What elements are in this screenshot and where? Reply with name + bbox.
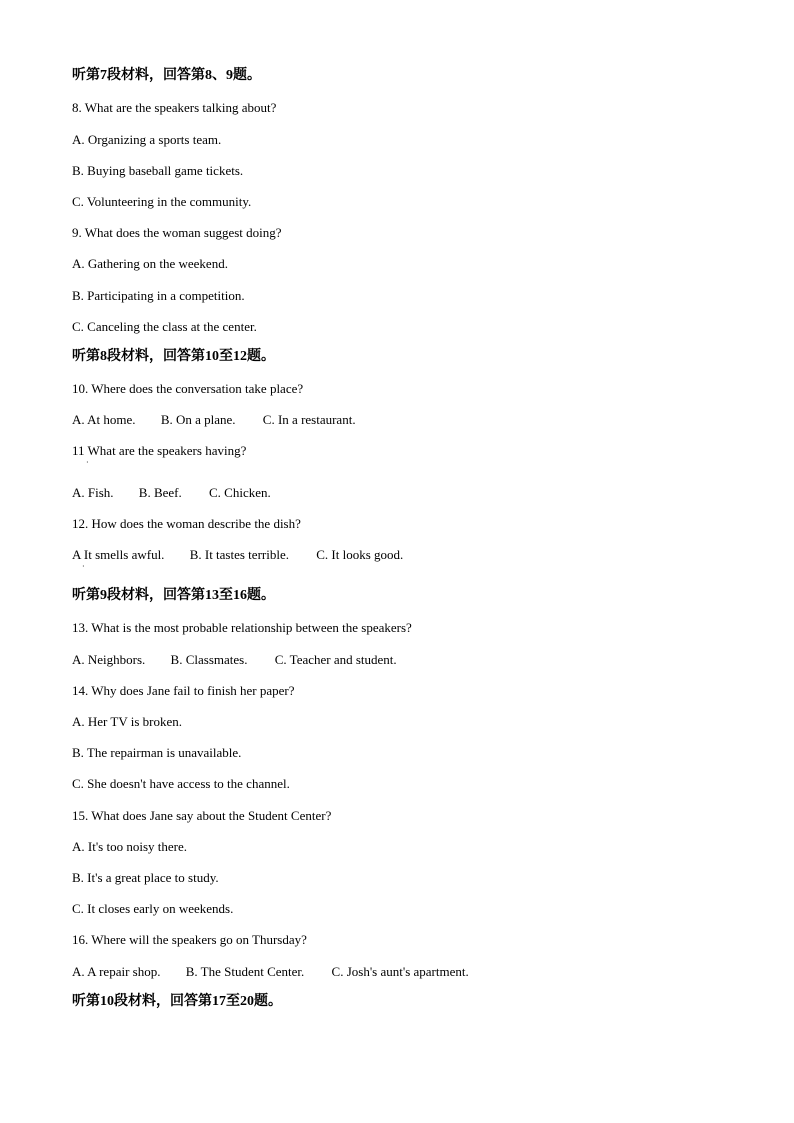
question-8: 8. What are the speakers talking about? bbox=[72, 100, 277, 115]
section-header-10: 听第10段材料，回答第17至20题。 bbox=[72, 994, 282, 1009]
question-13: 13. What is the most probable relationship between the speakers? bbox=[72, 620, 412, 635]
option-15b: B. It's a great place to study. bbox=[72, 870, 219, 885]
option-8c: C. Volunteering in the community. bbox=[72, 194, 252, 209]
options-10 bbox=[72, 412, 356, 428]
option-9c: C. Canceling the class at the center. bbox=[72, 319, 257, 334]
option-13c: C. Teacher and student. bbox=[274, 652, 397, 667]
option-16c: C. Josh's aunt's apartment. bbox=[331, 964, 469, 979]
option-9a: A. Gathering on the weekend. bbox=[72, 256, 228, 271]
option-10b: B. On a plane. bbox=[160, 412, 236, 427]
option-9b: B. Participating in a competition. bbox=[72, 288, 245, 303]
question-10: 10. Where does the conversation take place? bbox=[72, 381, 304, 396]
question-15: 15. What does Jane say about the Student Center? bbox=[72, 808, 332, 823]
option-11b: B. Beef. bbox=[138, 485, 182, 500]
option-12b: B. It tastes terrible. bbox=[189, 547, 289, 562]
option-8b: B. Buying baseball game tickets. bbox=[72, 163, 244, 178]
section-header-7: 听第7段材料，回答第8、9题。 bbox=[72, 68, 261, 83]
option-11c: C. Chicken. bbox=[209, 485, 271, 500]
option-14b: B. The repairman is unavailable. bbox=[72, 745, 242, 760]
options-11 bbox=[72, 485, 271, 501]
option-16a: A. A repair shop. bbox=[72, 964, 161, 979]
option-15a: A. It's too noisy there. bbox=[72, 839, 187, 854]
option-16b: B. The Student Center. bbox=[185, 964, 305, 979]
stray-dot: · bbox=[82, 562, 85, 571]
option-14c: C. She doesn't have access to the channel. bbox=[72, 776, 290, 791]
question-9: 9. What does the woman suggest doing? bbox=[72, 225, 282, 240]
options-13 bbox=[72, 652, 397, 668]
section-header-9: 听第9段材料，回答第13至16题。 bbox=[72, 588, 275, 603]
question-14: 14. Why does Jane fail to finish her paper? bbox=[72, 683, 295, 698]
option-13a: A. Neighbors. bbox=[72, 652, 146, 667]
question-12: 12. How does the woman describe the dish? bbox=[72, 516, 301, 531]
option-11a: A. Fish. bbox=[72, 485, 114, 500]
option-10a: A. At home. bbox=[72, 412, 136, 427]
options-16 bbox=[72, 964, 469, 980]
option-8a: A. Organizing a sports team. bbox=[72, 132, 222, 147]
question-11: 11 What are the speakers having? bbox=[72, 443, 247, 458]
section-header-8: 听第8段材料，回答第10至12题。 bbox=[72, 349, 275, 364]
option-15c: C. It closes early on weekends. bbox=[72, 901, 234, 916]
option-13b: B. Classmates. bbox=[170, 652, 248, 667]
option-14a: A. Her TV is broken. bbox=[72, 714, 183, 729]
option-12a: A It smells awful. bbox=[72, 547, 165, 562]
question-16: 16. Where will the speakers go on Thursday? bbox=[72, 932, 307, 947]
option-10c: C. In a restaurant. bbox=[262, 412, 356, 427]
stray-dot: · bbox=[86, 458, 89, 467]
options-12 bbox=[72, 547, 403, 563]
option-12c: C. It looks good. bbox=[316, 547, 404, 562]
